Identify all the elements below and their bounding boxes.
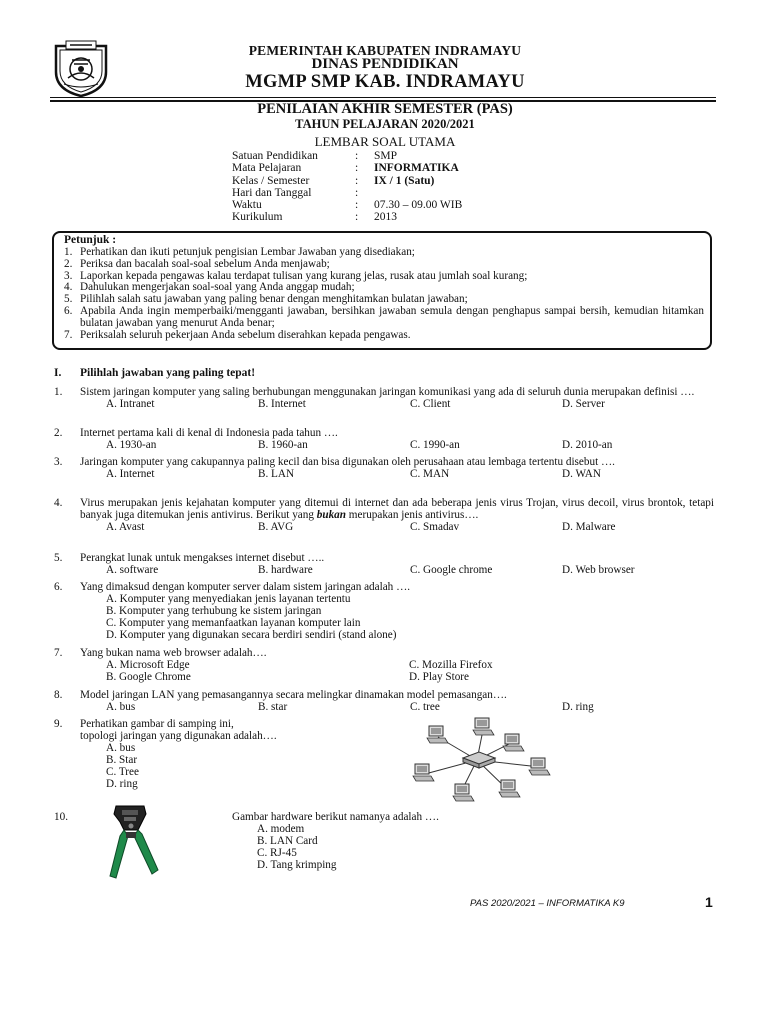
option: A. bus [106,742,136,754]
exam-sheet-type: LEMBAR SOAL UTAMA [314,134,456,149]
question-1: 1. Sistem jaringan komputer yang saling berhubungan menggunakan jaringan komunikasi yang ada di seluruh dunia merupakan definisi …. A. Intranet B. Internet C. Client D. Server [54,386,714,410]
option: B. 1960-an [258,439,308,451]
option: C. RJ-45 [257,847,297,859]
footer-label: PAS 2020/2021 – INFORMATIKA K9 [470,898,625,909]
page-number: 1 [705,894,713,910]
option: A. bus [106,701,136,713]
question-6: 6. Yang dimaksud dengan komputer server dalam sistem jaringan adalah …. A. Komputer yang menyediakan jenis layanan tertentu B. Komputer yang terhubung ke sistem jaringan C. Komputer yang memanfaatkan layanan komputer lain D. Komputer yang digunakan secara berdiri sendiri (stand alone) [54,581,714,641]
options-row [54,564,714,576]
options-list [54,593,714,641]
meta-row: Kelas / Semester : IX / 1 (Satu) [232,174,435,187]
option: B. star [258,701,288,713]
options-row [54,439,714,451]
header-rule-thin [50,97,716,98]
option: B. Star [106,754,138,766]
crimping-tool-image [102,800,160,882]
computer-node [427,726,448,743]
instructions-list [64,247,704,341]
question-8: 8. Model jaringan LAN yang pemasangannya secara melingkar dinamakan model pemasangan…. A. bus B. star C. tree D. ring [54,689,714,713]
option: D. Komputer yang digunakan secara berdiri sendiri (stand alone) [106,629,397,641]
options-list [232,823,532,871]
computer-node [473,718,494,735]
options-row [54,521,714,533]
options-row [54,398,714,410]
option: C. 1990-an [410,439,460,451]
question-10-number: 10. [54,811,68,823]
option: A. software [106,564,159,576]
option: B. Internet [258,398,306,410]
option: C. Mozilla Firefox [409,659,493,671]
instruction-item: 6. Apabila Anda ingin memperbaiki/mengganti jawaban, bersihkan jawaban semula dengan penghapus sampai bersih, kemudian hitamkan bulatan jawaban yang menurut Anda benar; [64,304,704,329]
instruction-item: 2. Periksa dan bacalah soal-soal sebelum Anda menjawab; [64,257,330,270]
option: B. Komputer yang terhubung ke sistem jaringan [106,605,322,617]
option: A. Intranet [106,398,155,410]
computer-node [503,734,524,751]
option: A. 1930-an [106,439,157,451]
option: B. LAN [258,468,295,480]
option: D. Malware [562,521,616,533]
option: B. Google Chrome [106,671,191,683]
options-row [54,701,714,713]
option: A. Avast [106,521,145,533]
option: A. Internet [106,468,155,480]
star-topology-diagram [405,712,555,804]
options-row [54,671,714,683]
computer-node [529,758,550,775]
meta-row: Satuan Pendidikan : SMP [232,150,398,162]
regency-logo-emblem [50,38,112,100]
option: C. MAN [410,468,450,480]
options-list [54,742,394,790]
instruction-item: 3. Laporkan kepada pengawas kalau terdapat tulisan yang kurang jelas, rusak atau jumlah soal kurang; [64,269,528,282]
option: D. Play Store [409,671,469,683]
instruction-item: 1. Perhatikan dan ikuti petunjuk pengisian Lembar Jawaban yang disediakan; [64,246,415,258]
instructions-title: Petunjuk : [64,234,117,246]
option: D. ring [106,778,138,790]
option: A. modem [257,823,305,835]
meta-row: Waktu : 07.30 – 09.00 WIB [232,199,463,212]
option: D. Server [562,398,605,410]
option: B. LAN Card [257,835,318,847]
option: C. Client [410,398,451,410]
option: D. WAN [562,468,601,480]
option: B. AVG [258,521,294,533]
question-4: 4. Virus merupakan jenis kejahatan komputer yang ditemui di internet dan ada beberapa jenis virus Trojan, virus decoil, virus brontok, tetapi banyak juga ditemukan jenis antivirus. Berikut yang bukan merupakan jenis antivirus…. A. Avast B. AVG C. Smadav D. Malware [54,497,714,533]
option: A. Microsoft Edge [106,659,190,671]
question-3: 3. Jaringan komputer yang cakupannya paling kecil dan bisa digunakan oleh perusahaan atau lembaga tertentu disebut …. A. Internet B. LAN C. MAN D. WAN [54,456,714,480]
computer-node [453,784,474,801]
exam-title: PENILAIAN AKHIR SEMESTER (PAS) [257,101,513,117]
instruction-item: 5. Pilihlah salah satu jawaban yang paling benar dengan menghitamkan bulatan jawaban; [64,293,468,306]
meta-row: Hari dan Tanggal : [232,186,359,199]
options-row [54,659,714,671]
question-9: 9. Perhatikan gambar di samping ini, topologi jaringan yang digunakan adalah…. A. bus B. Star C. Tree D. ring [54,718,394,790]
instruction-item: 4. Dahulukan mengerjakan soal-soal yang Anda anggap mudah; [64,281,355,294]
header-mgmp: MGMP SMP KAB. INDRAMAYU [245,72,525,92]
meta-row: Kurikulum : 2013 [232,211,397,224]
header-government: PEMERINTAH KABUPATEN INDRAMAYU [248,43,522,58]
option: B. hardware [258,564,313,576]
header-department: DINAS PENDIDIKAN [311,56,459,72]
exam-meta-table [232,150,462,224]
option: C. Smadav [410,521,460,533]
option: D. ring [562,701,594,713]
computer-node [499,780,520,797]
instruction-item: 7. Periksalah seluruh pekerjaan Anda sebelum diserahkan kepada pengawas. [64,328,411,341]
option: C. Komputer yang memanfaatkan layanan komputer lain [106,617,361,629]
exam-year: TAHUN PELAJARAN 2020/2021 [295,117,475,131]
option: D. Web browser [562,564,635,576]
question-5: 5. Perangkat lunak untuk mengakses internet disebut ….. A. software B. hardware C. Google chrome D. Web browser [54,552,714,576]
option: D. 2010-an [562,439,613,451]
option: C. tree [410,701,440,713]
option: D. Tang krimping [257,859,337,871]
question-2: 2. Internet pertama kali di kenal di Indonesia pada tahun …. A. 1930-an B. 1960-an C. 1990-an D. 2010-an [54,427,714,451]
options-row [54,468,714,480]
option: A. Komputer yang menyediakan jenis layanan tertentu [106,593,351,605]
question-10: Gambar hardware berikut namanya adalah …. A. modem B. LAN Card C. RJ-45 D. Tang krimping [232,811,532,871]
option: C. Google chrome [410,564,493,576]
section-heading: I. Pilihlah jawaban yang paling tepat! [54,367,256,379]
question-7: 7. Yang bukan nama web browser adalah…. A. Microsoft Edge C. Mozilla Firefox B. Google Chrome D. Play Store [54,647,714,683]
option: C. Tree [106,766,139,778]
meta-row: Mata Pelajaran : INFORMATIKA [232,162,459,175]
